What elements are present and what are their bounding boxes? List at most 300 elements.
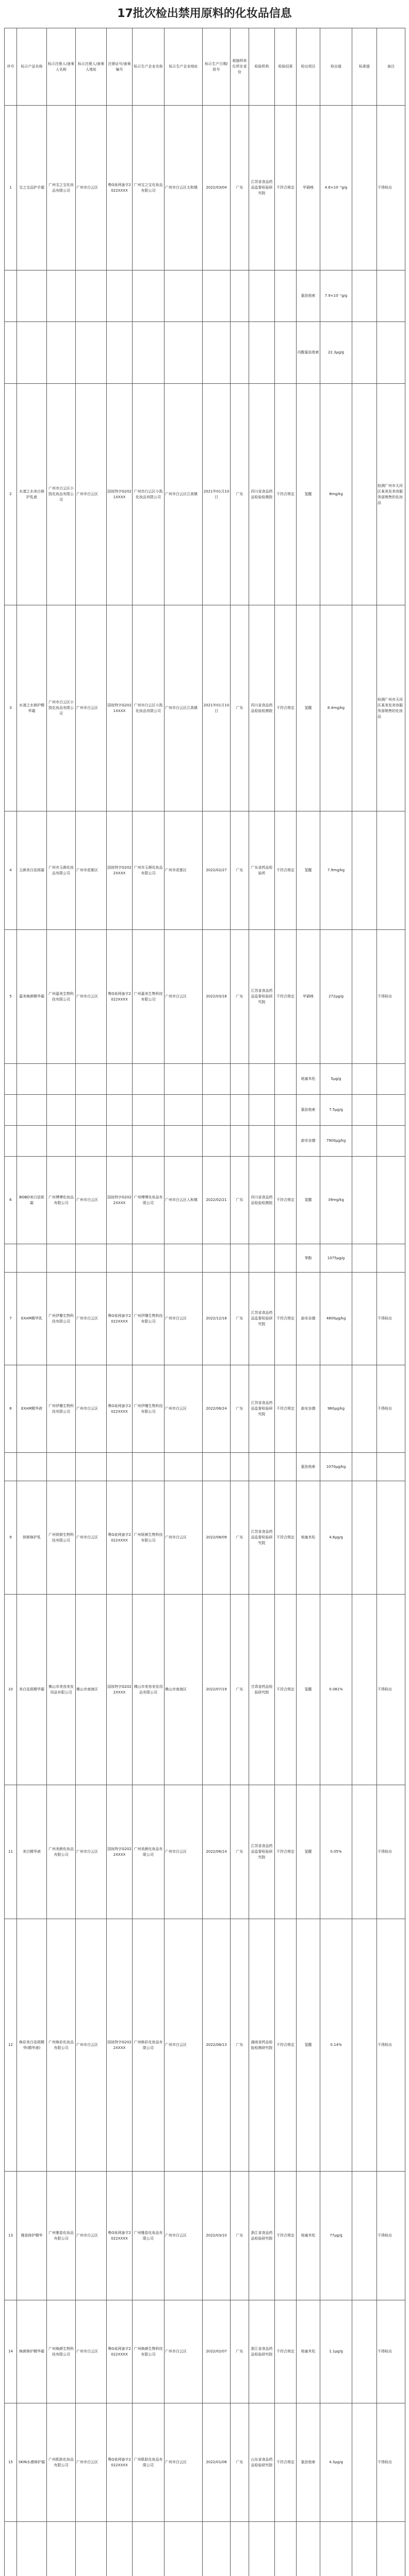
table-cell-mfraddr: 广州市白云区 (165, 1785, 203, 1919)
table-cell-lab (249, 322, 275, 384)
table-cell-prov: 广东 (231, 2300, 249, 2403)
table-cell-mfraddr: 广州市白云区太和镇 (165, 106, 203, 270)
table-cell-batch: 2022/02/21 (203, 1157, 231, 1244)
table-cell-no: 8 (5, 1365, 17, 1453)
table-cell-name: 妍颜修护乳 (17, 1481, 47, 1595)
table-cell-lab (249, 1453, 275, 1481)
column-header: 标示注册人/备案人名称 (47, 28, 76, 106)
table-cell-std (352, 270, 377, 322)
table-cell-std (352, 2403, 377, 2522)
table-cell-mfraddr (165, 322, 203, 384)
table-cell-regno (107, 1453, 133, 1481)
table-cell-prov (231, 1126, 249, 1157)
table-row (5, 1157, 405, 1244)
table-cell-lab: 甘肃省药品检验研究院 (249, 1595, 275, 1785)
table-cell-val: 8.4mg/kg (320, 605, 352, 811)
table-cell-name (17, 1453, 47, 1481)
table-cell-reg: 广州妍颜生物科技有限公司 (47, 1481, 76, 1595)
table-cell-mfraddr: 广州市白云区江高镇 (165, 605, 203, 811)
table-cell-no: 7 (5, 1273, 17, 1365)
table-cell-std (352, 2522, 377, 2576)
table-cell-mfr: 广州焕彩化妆品有限公司 (133, 1919, 165, 2172)
table-cell-batch: 2022/06/24 (203, 1365, 231, 1453)
table-cell-item: 地塞米松 (297, 1481, 320, 1595)
table-cell-batch (203, 1244, 231, 1273)
table-cell-regno: 粤G妆网备字2022XXXX (107, 1365, 133, 1453)
table-cell-item: 地塞米松 (297, 2172, 320, 2300)
table-cell-reg (47, 322, 76, 384)
table-cell-lab: 江苏省食品药品监督检验研究院 (249, 106, 275, 270)
table-cell-std (352, 1126, 377, 1157)
table-cell-val: 272μg/g (320, 930, 352, 1064)
table-cell-mfr: 广州伊珊生物科技有限公司 (133, 1365, 165, 1453)
table-cell-no: 6 (5, 1157, 17, 1244)
table-cell-std (352, 2300, 377, 2403)
table-cell-addr: 广州市白云区 (76, 384, 107, 605)
table-row (5, 1365, 405, 1453)
table-cell-name (17, 1244, 47, 1273)
table-cell-note: 不得检出 (377, 1273, 405, 1365)
table-cell-val: 1.1μg/g (320, 2300, 352, 2403)
table-cell-mfr (133, 1126, 165, 1157)
table-cell-result (275, 322, 297, 384)
table-cell-val: 4800μg/kg (320, 1273, 352, 1365)
table-cell-name (17, 1126, 47, 1157)
table-cell-addr: 广州市白云区 (76, 2300, 107, 2403)
table-cell-addr (76, 1064, 107, 1095)
table-cell-batch: 2022/08/13 (203, 1919, 231, 2172)
table-cell-mfraddr (165, 1453, 203, 1481)
table-cell-regno: 粤G妆网备字2022XXXX (107, 1273, 133, 1365)
table-cell-std (352, 322, 377, 384)
table-cell-regno: 粤G妆网备字2022XXXX (107, 2300, 133, 2403)
table-cell-reg (47, 2522, 76, 2576)
table-cell-result (275, 1126, 297, 1157)
table-cell-mfr (133, 270, 165, 322)
table-cell-std (352, 1365, 377, 1453)
table-cell-lab (249, 2522, 275, 2576)
table-cell-name (17, 1064, 47, 1095)
table-cell-reg: 广州焕颜生物科技有限公司 (47, 2300, 76, 2403)
table-cell-lab: 江苏省食品药品监督检验研究院 (249, 930, 275, 1064)
table-cell-name (17, 1095, 47, 1126)
table-cell-std (352, 1095, 377, 1126)
table-cell-addr: 广州市白云区 (76, 2172, 107, 2300)
table-cell-note: 不得检出 (377, 1365, 405, 1453)
table-cell-reg (47, 1244, 76, 1273)
table-cell-regno: 国妆特字G2022XXXX (107, 1595, 133, 1785)
table-cell-batch (203, 322, 231, 384)
table-cell-regno (107, 270, 133, 322)
column-header: 标示生产日期/批号 (203, 28, 231, 106)
table-cell-std (352, 1064, 377, 1095)
table-cell-addr: 广州市白云区 (76, 1157, 107, 1244)
table-cell-regno: 国妆特字G2022XXXX (107, 1157, 133, 1244)
table-cell-reg: 广州博博化妆品有限公司 (47, 1157, 76, 1244)
table-cell-std (352, 1919, 377, 2172)
table-row (5, 1244, 405, 1273)
table-cell-mfr: 广州焕颜生物科技有限公司 (133, 2300, 165, 2403)
table-cell-std (352, 106, 377, 270)
table-cell-result: 不符合规定 (275, 106, 297, 270)
table-cell-item: 氢醌 (297, 1919, 320, 2172)
table-cell-lab (249, 270, 275, 322)
table-cell-mfr: 佛山市美容美发用品有限公司 (133, 1595, 165, 1785)
table-cell-addr: 广州市白云区 (76, 930, 107, 1064)
table-cell-mfraddr (165, 1095, 203, 1126)
table-cell-val: 0.05% (320, 1785, 352, 1919)
table-cell-val: 7.5μg/g (320, 1095, 352, 1126)
table-cell-result: 不符合规定 (275, 1595, 297, 1785)
table-cell-reg: 广州焕彩化妆品有限公司 (47, 1919, 76, 2172)
table-row (5, 2522, 405, 2576)
table-row (5, 1595, 405, 1785)
table-row (5, 2300, 405, 2403)
table-cell-batch: 2021年01月10日 (203, 384, 231, 605)
column-header: 检出值 (320, 28, 352, 106)
table-cell-mfr (133, 1095, 165, 1126)
table-cell-lab: 浙江省食品药品检验研究院 (249, 2172, 275, 2300)
table-cell-regno (107, 2522, 133, 2576)
table-cell-result: 不符合规定 (275, 930, 297, 1064)
table-cell-no (5, 1244, 17, 1273)
table-cell-item: 氢醌 (297, 1595, 320, 1785)
table-cell-reg: 广州市白云区小凯化妆品有限公司 (47, 384, 76, 605)
table-cell-reg (47, 1095, 76, 1126)
table-cell-std (352, 1453, 377, 1481)
table-cell-lab (249, 1064, 275, 1095)
table-cell-batch: 2022/03/04 (203, 106, 231, 270)
table-cell-result: 不符合规定 (275, 384, 297, 605)
table-cell-result: 不符合规定 (275, 2403, 297, 2522)
column-header: 标准值 (352, 28, 377, 106)
table-cell-note (377, 811, 405, 930)
table-cell-addr (76, 322, 107, 384)
table-cell-prov: 广东 (231, 1157, 249, 1244)
table-cell-no: 9 (5, 1481, 17, 1595)
table-cell-regno: 粤G妆网备字2022XXXX (107, 1481, 133, 1595)
table-cell-regno: 国妆特字G2021XXXX (107, 605, 133, 811)
table-cell-batch: 2022/01/08 (203, 2403, 231, 2522)
column-header: 检验机构 (249, 28, 275, 106)
table-cell-addr: 广州市白云区 (76, 2403, 107, 2522)
table-cell-reg (47, 270, 76, 322)
column-header: 备注 (377, 28, 405, 106)
table-cell-mfraddr: 广州市花都区 (165, 811, 203, 930)
table-cell-prov: 广东 (231, 1273, 249, 1365)
table-cell-regno (107, 1244, 133, 1273)
table-cell-std (352, 930, 377, 1064)
table-cell-val: 22.3μg/g (320, 322, 352, 384)
table-cell-name: 美白精华液 (17, 1785, 47, 1919)
table-cell-addr: 广州市白云区 (76, 1481, 107, 1595)
table-cell-name (17, 270, 47, 322)
table-cell-item: 氢醌 (297, 1157, 320, 1244)
table-cell-no (5, 270, 17, 322)
table-cell-no (5, 1095, 17, 1126)
column-header: 检出项目 (297, 28, 320, 106)
table-cell-name: 美白祛斑精华霜 (17, 1595, 47, 1785)
table-cell-name: BOBO美白祛斑霜 (17, 1157, 47, 1244)
table-row (5, 270, 405, 322)
table-cell-no: 3 (5, 605, 17, 811)
table-cell-batch: 2021年01月10日 (203, 605, 231, 811)
table-cell-reg: 佛山市美容美发用品有限公司 (47, 1595, 76, 1785)
table-cell-note (377, 1126, 405, 1157)
table-cell-batch (203, 2522, 231, 2576)
table-body (5, 106, 405, 2576)
table-cell-prov: 广东 (231, 811, 249, 930)
table-cell-no: 13 (5, 2172, 17, 2300)
table-cell-lab: 四川省食品药品检验检测院 (249, 605, 275, 811)
table-cell-prov: 广东 (231, 1365, 249, 1453)
table-cell-val: 7900μg/kg (320, 1126, 352, 1157)
table-cell-item: 氯倍他索 (297, 270, 320, 322)
table-cell-prov: 广东 (231, 1919, 249, 2172)
table-cell-item: 甲硝唑 (297, 106, 320, 270)
table-cell-batch: 2022/02/07 (203, 2300, 231, 2403)
table-row (5, 1919, 405, 2172)
table-cell-mfraddr: 广州市白云区 (165, 1919, 203, 2172)
table-cell-item: 氢醌 (297, 605, 320, 811)
table-cell-mfr: 广州博博化妆品有限公司 (133, 1157, 165, 1244)
table-cell-mfr: 广州市白云区小凯化妆品有限公司 (133, 605, 165, 811)
table-cell-addr: 广州市白云区 (76, 605, 107, 811)
table-cell-regno (107, 1095, 133, 1126)
table-cell-item: 氢醌 (297, 811, 320, 930)
table-cell-regno: 国妆特字G2022XXXX (107, 811, 133, 930)
table-cell-result (275, 270, 297, 322)
table-cell-name: 焕颜修护精华霜 (17, 2300, 47, 2403)
table-row (5, 930, 405, 1064)
table-cell-addr: 广州市白云区 (76, 1919, 107, 2172)
table-cell-prov: 广东 (231, 2403, 249, 2522)
table-cell-result (275, 1095, 297, 1126)
table-cell-result: 不符合规定 (275, 2172, 297, 2300)
table-cell-prov: 广东 (231, 384, 249, 605)
table-cell-item: 氯倍他索 (297, 1453, 320, 1481)
table-cell-name: EXAM精华液 (17, 1365, 47, 1453)
table-row (5, 1273, 405, 1365)
table-cell-name: 宝之宝品护手霜 (17, 106, 47, 270)
table-cell-val: 0.14% (320, 1919, 352, 2172)
table-cell-batch: 2022/12/18 (203, 1273, 231, 1365)
table-cell-note (377, 1095, 405, 1126)
table-cell-reg: 广州宝之宝化妆品有限公司 (47, 106, 76, 270)
table-cell-note: 检测广州市天河区某美发美容服务部销售的化妆品 (377, 605, 405, 811)
table-cell-val: 7.9mg/kg (320, 811, 352, 930)
table-cell-regno (107, 1126, 133, 1157)
table-cell-batch: 2022/08/09 (203, 1481, 231, 1595)
table-cell-std (352, 1595, 377, 1785)
table-cell-result: 不符合规定 (275, 1157, 297, 1244)
page-title: 17批次检出禁用原料的化妆品信息 (117, 7, 292, 20)
table-cell-val: 4.6×10⁻⁷g/g (320, 106, 352, 270)
table-cell-note (377, 1157, 405, 1244)
table-cell-mfr: 广州宝之宝化妆品有限公司 (133, 106, 165, 270)
table-cell-std (352, 1481, 377, 1595)
table-cell-mfr: 广州伊珊生物科技有限公司 (133, 1273, 165, 1365)
table-cell-batch: 2022/07/19 (203, 1595, 231, 1785)
table-cell-addr (76, 1126, 107, 1157)
table-cell-mfr: 广州美颜化妆品有限公司 (133, 1785, 165, 1919)
table-row (5, 322, 405, 384)
table-cell-regno: 国妆特字G2022XXXX (107, 1785, 133, 1919)
table-cell-no (5, 2522, 17, 2576)
table-cell-batch: 2022/03/10 (203, 2172, 231, 2300)
table-cell-mfraddr: 广州市白云区 (165, 930, 203, 1064)
table-cell-regno: 粤G妆网备字2022XXXX (107, 106, 133, 270)
table-cell-mfraddr: 佛山市南海区 (165, 1595, 203, 1785)
table-cell-val: 1070μg/kg (320, 1453, 352, 1481)
table-cell-name: 嘉美焕颜精华霜 (17, 930, 47, 1064)
table-cell-addr: 广州市白云区 (76, 1365, 107, 1453)
table-cell-item: 氢醌 (297, 384, 320, 605)
table-cell-no (5, 1064, 17, 1095)
table-cell-regno: 国妆特字G2022XXXX (107, 1919, 133, 2172)
table-cell-regno: 粤G妆网备字2022XXXX (107, 930, 133, 1064)
table-cell-prov (231, 322, 249, 384)
table-cell-result: 不符合规定 (275, 2300, 297, 2403)
table-cell-name: 雅姿修护精华 (17, 2172, 47, 2300)
table-cell-regno (107, 322, 133, 384)
table-cell-name: 水漾之水美白修护乳液 (17, 384, 47, 605)
table-cell-name: EXAM精华乳 (17, 1273, 47, 1365)
table-cell-batch (203, 1126, 231, 1157)
table-cell-note (377, 1244, 405, 1273)
table-cell-note: 不得检出 (377, 2403, 405, 2522)
table-cell-prov (231, 1453, 249, 1481)
table-cell-lab: 江苏省食品药品监督检验研究院 (249, 1785, 275, 1919)
column-header: 标示注册人/备案人地址 (76, 28, 107, 106)
table-cell-batch (203, 270, 231, 322)
table-cell-result (275, 1453, 297, 1481)
table-cell-std (352, 1273, 377, 1365)
table-cell-addr (76, 1244, 107, 1273)
table-cell-mfraddr (165, 1064, 203, 1095)
table-cell-mfraddr (165, 2522, 203, 2576)
table-cell-mfr: 广州嘉美生物科技有限公司 (133, 930, 165, 1064)
table-cell-reg: 广州伊珊生物科技有限公司 (47, 1365, 76, 1453)
table-cell-result: 不符合规定 (275, 605, 297, 811)
table-cell-batch (203, 1095, 231, 1126)
table-cell-mfr (133, 322, 165, 384)
table-cell-mfr (133, 2522, 165, 2576)
table-cell-std (352, 1244, 377, 1273)
table-cell-reg: 广州嘉美生物科技有限公司 (47, 930, 76, 1064)
table-cell-mfr: 广州肌肤化妆品有限公司 (133, 2403, 165, 2522)
table-cell-result: 不符合规定 (275, 1785, 297, 1919)
table-row (5, 106, 405, 270)
table-row (5, 1785, 405, 1919)
table-cell-no: 2 (5, 384, 17, 605)
table-cell-mfraddr: 广州市白云区 (165, 1273, 203, 1365)
table-cell-std (352, 605, 377, 811)
table-cell-addr: 佛山市南海区 (76, 1595, 107, 1785)
table-cell-result (275, 2522, 297, 2576)
table-cell-std (352, 2172, 377, 2300)
table-cell-item: 地塞米松 (297, 1064, 320, 1095)
table-cell-no (5, 1126, 17, 1157)
table-cell-prov: 广东 (231, 1595, 249, 1785)
table-cell-lab: 四川省食品药品检验检测院 (249, 384, 275, 605)
table-cell-std (352, 384, 377, 605)
table-cell-name: 焕彩美白祛斑精华(精华液) (17, 1919, 47, 2172)
table-cell-name: 玉颜美白祛斑霜 (17, 811, 47, 930)
table-cell-result: 不符合规定 (275, 1273, 297, 1365)
table-cell-addr (76, 1095, 107, 1126)
table-cell-val: 960μg/kg (320, 1365, 352, 1453)
table-cell-batch: 2022/06/14 (203, 1785, 231, 1919)
column-header: 序号 (5, 28, 17, 106)
table-cell-lab (249, 1126, 275, 1157)
table-cell-result (275, 1244, 297, 1273)
column-header: 被抽样单位所在省份 (231, 28, 249, 106)
table-cell-no: 10 (5, 1595, 17, 1785)
table-cell-lab: 湖南省药品检验检测研究院 (249, 1919, 275, 2172)
table-cell-note (377, 2522, 405, 2576)
table-cell-no (5, 322, 17, 384)
table-cell-no: 11 (5, 1785, 17, 1919)
table-cell-mfr (133, 1244, 165, 1273)
column-header: 注册证号/备案编号 (107, 28, 133, 106)
table-cell-result: 不符合规定 (275, 1919, 297, 2172)
table-cell-regno: 粤G妆网备字2022XXXX (107, 2172, 133, 2300)
table-cell-std (352, 1785, 377, 1919)
table-row (5, 2172, 405, 2300)
table-cell-prov: 广东 (231, 106, 249, 270)
table-cell-val: 39mg/kg (320, 1157, 352, 1244)
table-cell-regno: 国妆特字G2021XXXX (107, 384, 133, 605)
table-header-row (5, 28, 405, 106)
table-cell-regno (107, 1064, 133, 1095)
table-cell-lab (249, 1095, 275, 1126)
table-cell-regno: 粤G妆网备字2022XXXX (107, 2403, 133, 2522)
table-cell-lab: 浙江省食品药品检验研究院 (249, 2300, 275, 2403)
table-cell-no (5, 1453, 17, 1481)
table-cell-mfr: 广州雅姿化妆品有限公司 (133, 2172, 165, 2300)
table-cell-lab: 广东省药品检验所 (249, 811, 275, 930)
table-cell-result (275, 1064, 297, 1095)
table-cell-reg (47, 1064, 76, 1095)
table-cell-mfraddr: 广州市白云区 (165, 1365, 203, 1453)
table-cell-batch (203, 1064, 231, 1095)
table-cell-mfr (133, 1453, 165, 1481)
table-cell-val: 8mg/kg (320, 384, 352, 605)
table-cell-item (297, 2522, 320, 2576)
table-cell-name: SKIN水感修护霜 (17, 2403, 47, 2522)
table-cell-no: 15 (5, 2403, 17, 2522)
table-cell-reg (47, 1453, 76, 1481)
table-cell-no: 5 (5, 930, 17, 1064)
table-row (5, 1095, 405, 1126)
table-cell-no: 1 (5, 106, 17, 270)
table-cell-prov (231, 1064, 249, 1095)
table-cell-val: 0.081% (320, 1595, 352, 1785)
table-cell-prov: 广东 (231, 1785, 249, 1919)
table-cell-note: 不得检出 (377, 930, 405, 1064)
table-cell-result: 不符合规定 (275, 1365, 297, 1453)
table-cell-lab (249, 1244, 275, 1273)
table-cell-note (377, 1064, 405, 1095)
table-cell-item: 氯倍他索 (297, 1095, 320, 1126)
column-header: 标示生产企业名称 (133, 28, 165, 106)
table-cell-prov: 广东 (231, 2172, 249, 2300)
table-cell-name (17, 2522, 47, 2576)
table-cell-item: 苯酚 (297, 1244, 320, 1273)
table-cell-item: 曲安奈德 (297, 1365, 320, 1453)
table-cell-result: 不符合规定 (275, 811, 297, 930)
